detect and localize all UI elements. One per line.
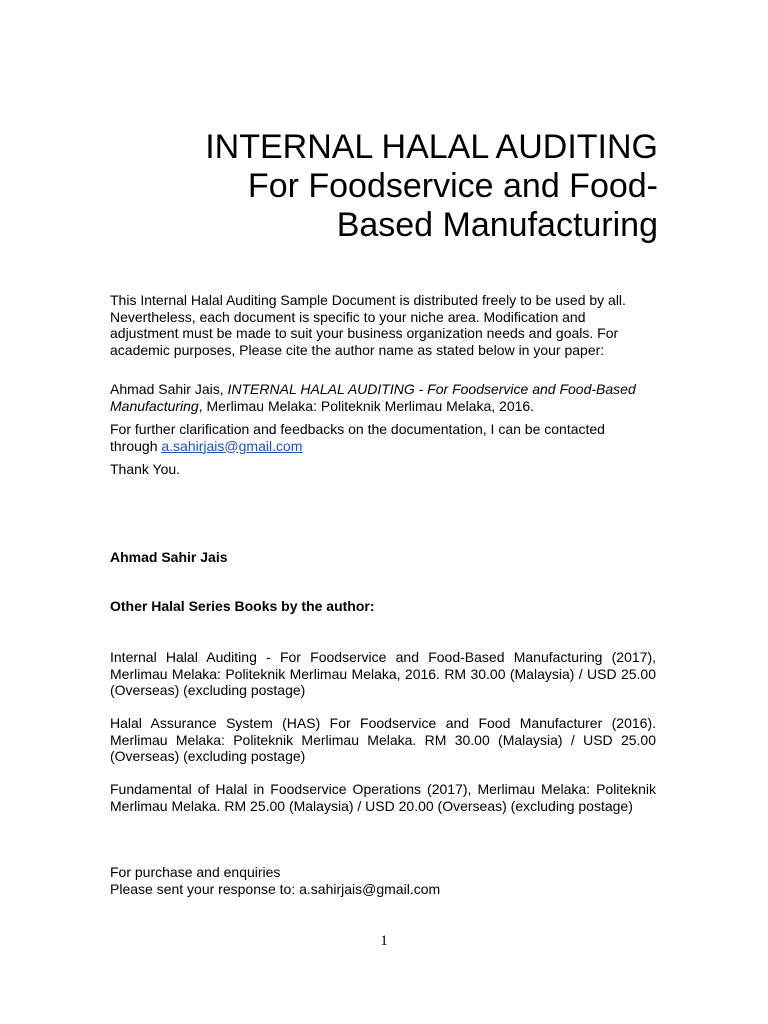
series-heading: Other Halal Series Books by the author:	[110, 598, 375, 614]
author-name: Ahmad Sahir Jais	[110, 549, 228, 565]
intro-paragraph: This Internal Halal Auditing Sample Document is distributed freely to be used by all. Nevertheless, each document is specific to your niche area. Modification and adjustment must be made to suit your business organization needs and goals. For academic purposes, Please cite the author name as stated below in your paper:	[110, 292, 626, 358]
title-line-1: INTERNAL HALAL AUDITING	[205, 128, 658, 166]
purchase-contact-line: Please sent your response to: a.sahirjais@gmail.com	[110, 881, 441, 897]
page-number: 1	[380, 933, 388, 949]
citation-author: Ahmad Sahir Jais,	[110, 381, 228, 397]
purchase-line: For purchase and enquiries	[110, 864, 281, 880]
book-entry: Halal Assurance System (HAS) For Foodservice and Food Manufacturer (2016). Merlimau Melaka: Politeknik Merlimau Melaka. RM 30.00 (Malaysia) / USD 25.00 (Overseas) (excluding postage)	[110, 715, 656, 764]
contact-email-link[interactable]: a.sahirjais@gmail.com	[161, 437, 303, 454]
citation-work-title: INTERNAL HALAL AUDITING - For Foodservice and Food-Based Manufacturing	[110, 381, 636, 414]
citation-paragraph	[110, 381, 656, 414]
title-line-3: Based Manufacturing	[336, 206, 658, 244]
citation-publisher: , Merlimau Melaka: Politeknik Merlimau Melaka, 2016.	[198, 397, 535, 414]
thanks-text: Thank You.	[110, 461, 181, 477]
book-entry: Internal Halal Auditing - For Foodservice and Food-Based Manufacturing (2017), Merlimau Melaka: Politeknik Merlimau Melaka, 2016. RM 30.00 (Malaysia) / USD 25.00 (Overseas) (excluding postage)	[110, 649, 656, 698]
document-title	[98, 128, 658, 245]
book-entry: Fundamental of Halal in Foodservice Operations (2017), Merlimau Melaka: Politeknik Merlimau Melaka. RM 25.00 (Malaysia) / USD 20.00 (Overseas) (excluding postage)	[110, 781, 656, 814]
title-line-2: For Foodservice and Food-	[247, 167, 658, 205]
clarification-paragraph	[110, 421, 656, 454]
clarification-text: For further clarification and feedbacks on the documentation, I can be contacted through	[110, 421, 605, 454]
